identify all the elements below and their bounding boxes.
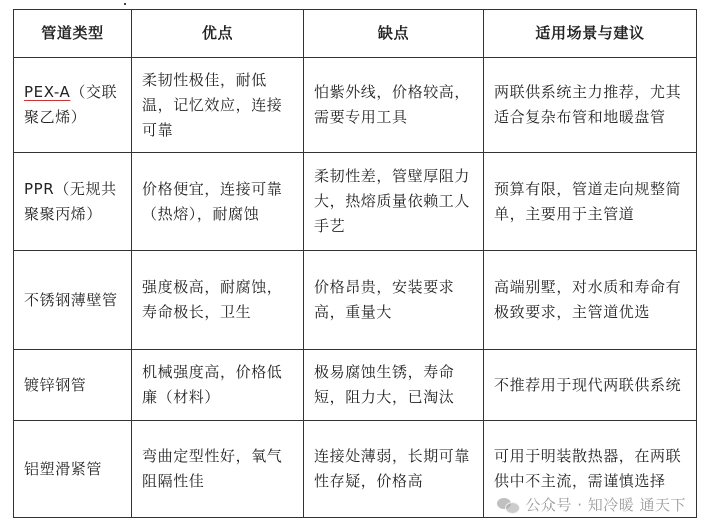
cell-pipe-type (14, 58, 132, 153)
cell-pipe-type (14, 421, 132, 518)
pipe-type-main: 铝塑滑紧管 (24, 459, 103, 478)
pipe-type-main: PPR (24, 179, 55, 198)
cell-scene: 预算有限，管道走向规整简单，主要用于主管道 (484, 153, 697, 251)
header-cons: 缺点 (304, 10, 484, 58)
cell-cons: 连接处薄弱，长期可靠性存疑，价格高 (304, 421, 484, 518)
table-row (14, 421, 697, 518)
cell-scene: 不推荐用于现代两联供系统 (484, 350, 697, 421)
cell-cons: 怕紫外线，价格较高，需要专用工具 (304, 58, 484, 153)
table-header-row (14, 10, 697, 58)
watermark-text: 公众号 · 知冷暖 通天下 (525, 496, 686, 514)
cell-scene: 两联供系统主力推荐，尤其适合复杂布管和地暖盘管 (484, 58, 697, 153)
cell-scene: 高端别墅，对水质和寿命有极致要求，主管道优选 (484, 251, 697, 350)
cell-cons: 柔韧性差，管壁厚阻力大，热熔质量依赖工人手艺 (304, 153, 484, 251)
table-row (14, 251, 697, 350)
cell-pipe-type (14, 350, 132, 421)
cell-pipe-type (14, 153, 132, 251)
table-row (14, 350, 697, 421)
table-row (14, 153, 697, 251)
pipe-type-rest: （交联聚乙烯） (24, 83, 118, 126)
cell-pros: 机械强度高，价格低廉（材料） (132, 350, 304, 421)
cell-pipe-type (14, 251, 132, 350)
cell-pros: 柔韧性极佳，耐低温，记忆效应，连接可靠 (132, 58, 304, 153)
cell-pros: 强度极高，耐腐蚀，寿命极长，卫生 (132, 251, 304, 350)
pipe-type-main: 镀锌钢管 (24, 375, 87, 394)
pipe-type-main: PEX-A (24, 83, 71, 101)
cell-pros: 弯曲定型性好，氧气阻隔性佳 (132, 421, 304, 518)
pipe-type-rest: （无规共聚聚丙烯） (24, 179, 117, 223)
cell-scene: 可用于明装散热器，在两联供中不主流，需谨慎选择 (484, 421, 697, 518)
header-scene: 适用场景与建议 (484, 10, 697, 58)
pipe-type-main: 不锈钢薄壁管 (24, 290, 118, 309)
cell-pros: 价格便宜，连接可靠（热熔），耐腐蚀 (132, 153, 304, 251)
header-pros: 优点 (132, 10, 304, 58)
table-row (14, 58, 697, 153)
header-pipe-type: 管道类型 (14, 10, 132, 58)
pipe-comparison-table (13, 9, 697, 518)
stray-dot (124, 3, 126, 5)
cell-cons: 极易腐蚀生锈，寿命短，阻力大，已淘汰 (304, 350, 484, 421)
cell-cons: 价格昂贵，安装要求高，重量大 (304, 251, 484, 350)
